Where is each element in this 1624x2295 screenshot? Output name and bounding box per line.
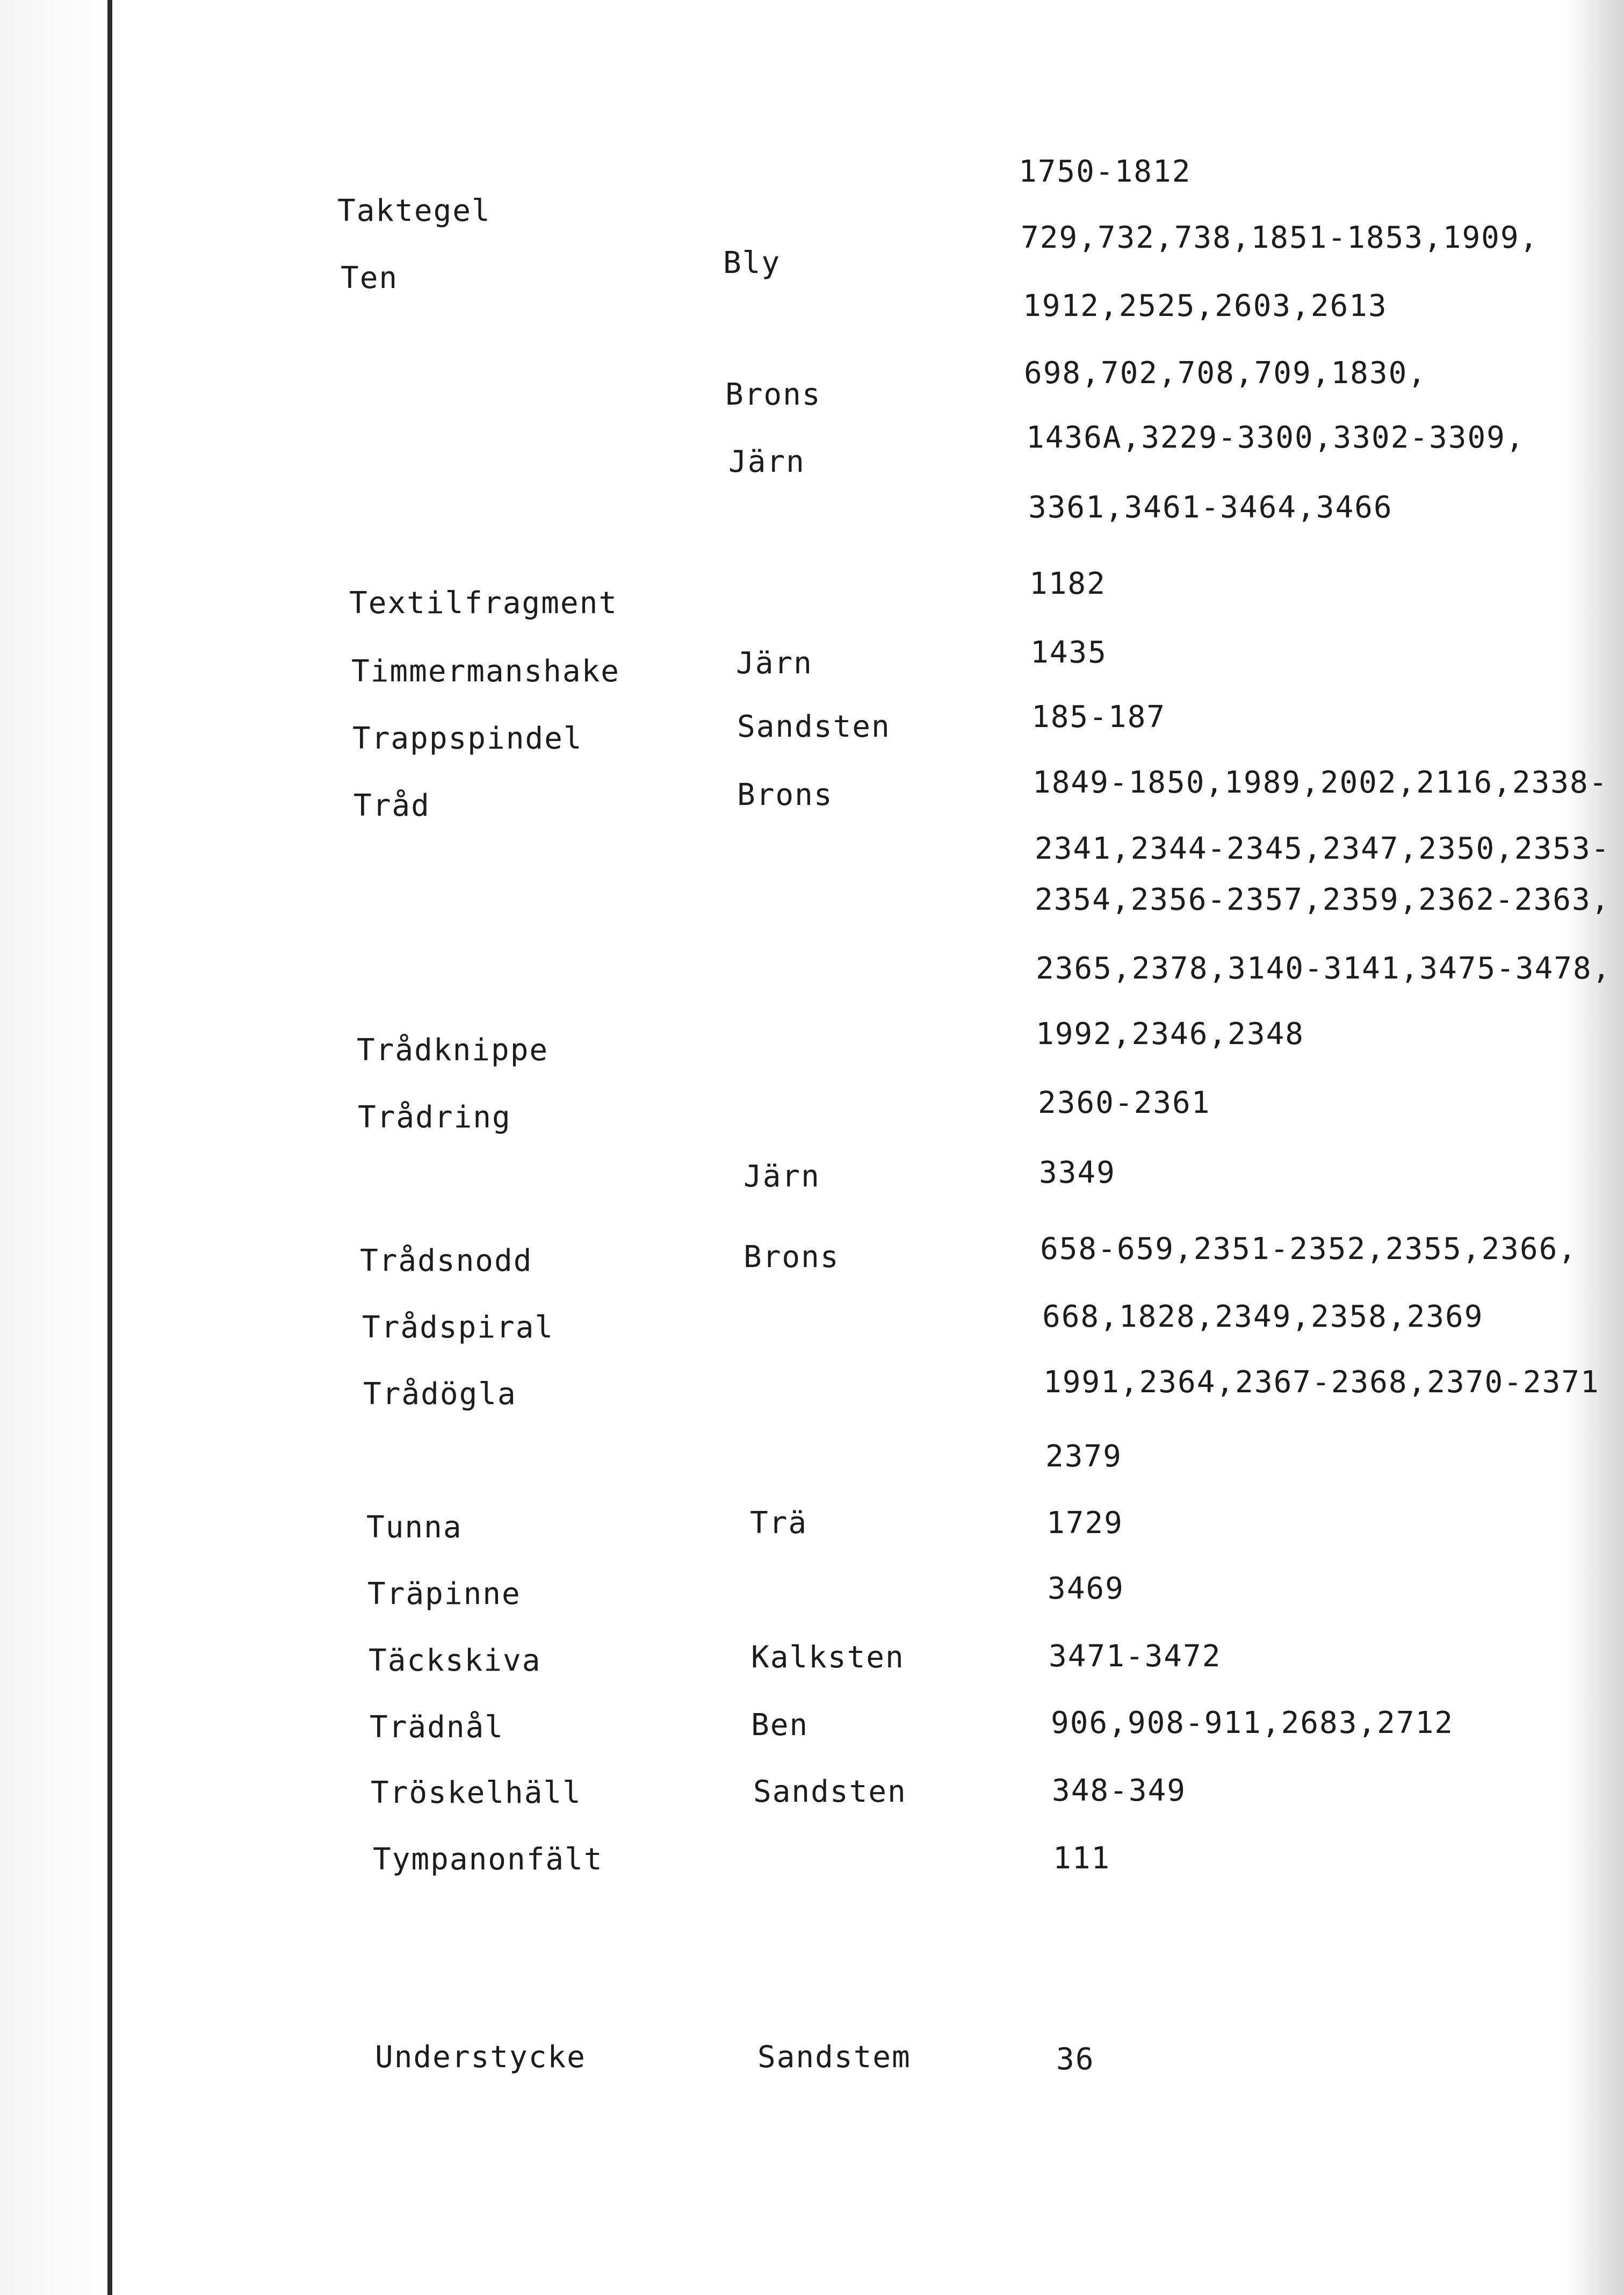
term-label: Trappspindel [352,721,583,756]
material-label: Järn [744,1159,820,1194]
reference-numbers: 2341,2344-2345,2347,2350,2353- [1035,831,1611,866]
term-label: Trådögla [363,1377,517,1412]
reference-numbers: 1912,2525,2603,2613 [1023,289,1388,323]
term-label: Tympanonfält [373,1842,603,1877]
reference-numbers: 3471-3472 [1049,1639,1222,1674]
material-label: Kalksten [751,1640,905,1675]
material-label: Sandsten [737,709,891,744]
reference-numbers: 2365,2378,3140-3141,3475-3478, [1036,951,1612,986]
reference-numbers: 658-659,2351-2352,2355,2366, [1040,1232,1578,1267]
reference-numbers: 1436A,3229-3300,3302-3309, [1026,420,1525,455]
reference-numbers: 2360-2361 [1038,1085,1211,1120]
material-label: Ben [751,1708,809,1743]
binding-edge [107,0,112,2295]
material-label: Järn [736,646,813,681]
reference-numbers: 3349 [1039,1155,1116,1190]
reference-numbers: 668,1828,2349,2358,2369 [1042,1299,1484,1334]
material-label: Järn [728,444,805,479]
term-label: Träpinne [367,1577,521,1611]
reference-numbers: 1750-1812 [1019,154,1192,189]
term-label: Trådknippe [357,1033,549,1068]
page-shadow [0,0,107,2295]
reference-numbers: 1182 [1029,566,1106,601]
reference-numbers: 348-349 [1052,1773,1187,1808]
material-label: Brons [725,377,821,412]
material-label: Trä [750,1506,808,1541]
term-label: Tunna [366,1510,463,1545]
reference-numbers: 1992,2346,2348 [1036,1017,1305,1052]
page-edge-shadow [1565,0,1624,2295]
material-label: Sandstem [757,2040,911,2075]
term-label: Trådsnodd [360,1243,533,1278]
material-label: Brons [737,778,833,812]
reference-numbers: 185-187 [1031,700,1166,735]
reference-numbers: 3361,3461-3464,3466 [1028,490,1393,525]
term-label: Tröskelhäll [371,1775,582,1810]
reference-numbers: 36 [1056,2042,1095,2077]
term-label: Textilfragment [349,586,618,621]
reference-numbers: 2354,2356-2357,2359,2362-2363, [1035,882,1611,917]
reference-numbers: 698,702,708,709,1830, [1024,356,1427,391]
reference-numbers: 1435 [1030,635,1107,670]
reference-numbers: 1729 [1046,1506,1123,1541]
term-label: Timmermanshake [351,654,620,689]
term-label: Tråd [353,788,430,823]
material-label: Brons [744,1240,840,1275]
reference-numbers: 3469 [1048,1571,1124,1606]
term-label: Understycke [375,2040,586,2075]
material-label: Bly [723,246,781,280]
term-label: Trädnål [370,1710,504,1745]
reference-numbers: 2379 [1045,1439,1122,1474]
material-label: Sandsten [753,1774,907,1809]
term-label: Täckskiva [369,1643,542,1678]
term-label: Trådring [358,1100,511,1135]
reference-numbers: 111 [1053,1841,1111,1876]
term-label: Ten [341,261,399,296]
reference-numbers: 1991,2364,2367-2368,2370-2371 [1043,1365,1600,1400]
term-label: Trådspiral [362,1310,554,1345]
reference-numbers: 1849-1850,1989,2002,2116,2338- [1033,765,1608,800]
reference-numbers: 906,908-911,2683,2712 [1051,1706,1454,1740]
term-label: Taktegel [337,193,491,228]
reference-numbers: 729,732,738,1851-1853,1909, [1021,220,1539,255]
